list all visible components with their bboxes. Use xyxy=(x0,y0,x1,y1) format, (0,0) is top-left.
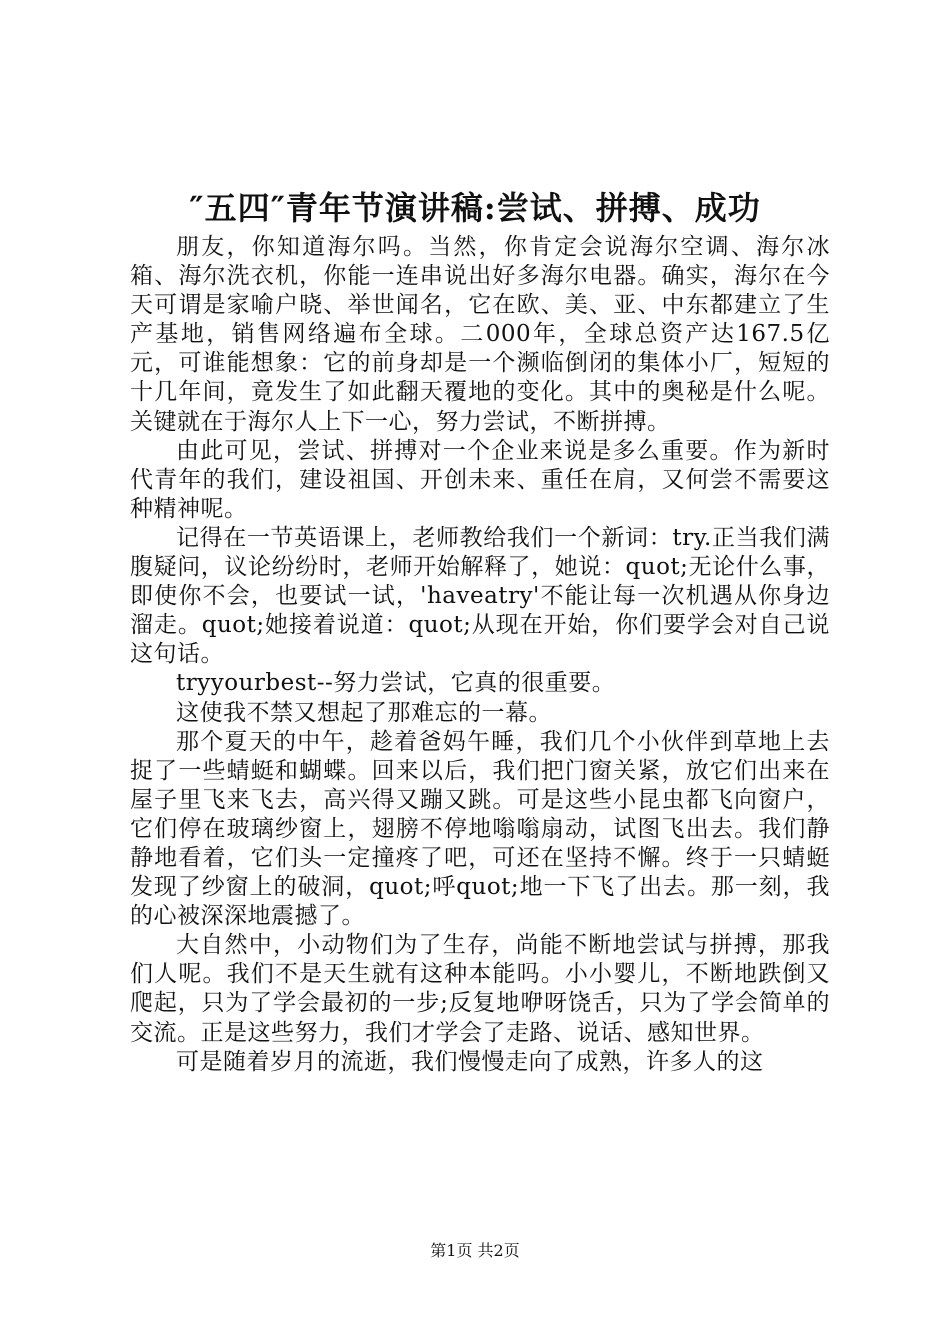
paragraph-5: 这使我不禁又想起了那难忘的一幕。 xyxy=(176,699,552,726)
paragraph-7: 大自然中，小动物们为了生存，尚能不断地尝试与拼搏，那我们人呢。我们不是天生就有这种本能吗。小小婴儿，不断地跌倒又爬起，只为了学会最初的一步;反复地咿呀饶舌，只为了学会简单的交流。正是这些努力，我们才学会了走路、说话、感知世界。 xyxy=(130,932,830,1046)
paragraph-3: 记得在一节英语课上，老师教给我们一个新词：try.正当我们满腹疑问，议论纷纷时，老师开始解释了，她说：quot;无论什么事，即使你不会，也要试一试，'haveatry'不能让每一次机遇从你身边溜走。quot;她接着说道：quot;从现在开始，你们要学会对自己说这句话。 xyxy=(130,524,830,668)
document-title: ″五四″青年节演讲稿:尝试、拼搏、成功 xyxy=(189,189,761,227)
page-footer: 第1页 共2页 xyxy=(430,1241,520,1260)
paragraph-2: 由此可见，尝试、拼搏对一个企业来说是多么重要。作为新时代青年的我们，建设祖国、开创未来、重任在肩，又何尝不需要这种精神呢。 xyxy=(130,437,830,522)
document-body xyxy=(130,233,830,1077)
paragraph-4: tryyourbest--努力尝试，它真的很重要。 xyxy=(176,670,616,697)
paragraph-1: 朋友，你知道海尔吗。当然，你肯定会说海尔空调、海尔冰箱、海尔洗衣机，你能一连串说出好多海尔电器。确实，海尔在今天可谓是家喻户晓、举世闻名，它在欧、美、亚、中东都建立了生产基地，销售网络遍布全球。二000年，全球总资产达167.5亿元，可谁能想象：它的前身却是一个濒临倒闭的集体小厂，短短的十几年间，竟发生了如此翻天覆地的变化。其中的奥秘是什么呢。关键就在于海尔人上下一心，努力尝试，不断拼搏。 xyxy=(130,234,830,435)
paragraph-6: 那个夏天的中午，趁着爸妈午睡，我们几个小伙伴到草地上去捉了一些蜻蜓和蝴蝶。回来以后，我们把门窗关紧，放它们出来在屋子里飞来飞去，高兴得又蹦又跳。可是这些小昆虫都飞向窗户，它们停在玻璃纱窗上，翅膀不停地嗡嗡扇动，试图飞出去。我们静静地看着，它们头一定撞疼了吧，可还在坚持不懈。终于一只蜻蜓发现了纱窗上的破洞，quot;呼quot;地一下飞了出去。那一刻，我的心被深深地震撼了。 xyxy=(130,728,830,930)
paragraph-8: 可是随着岁月的流逝，我们慢慢走向了成熟，许多人的这 xyxy=(176,1048,764,1075)
